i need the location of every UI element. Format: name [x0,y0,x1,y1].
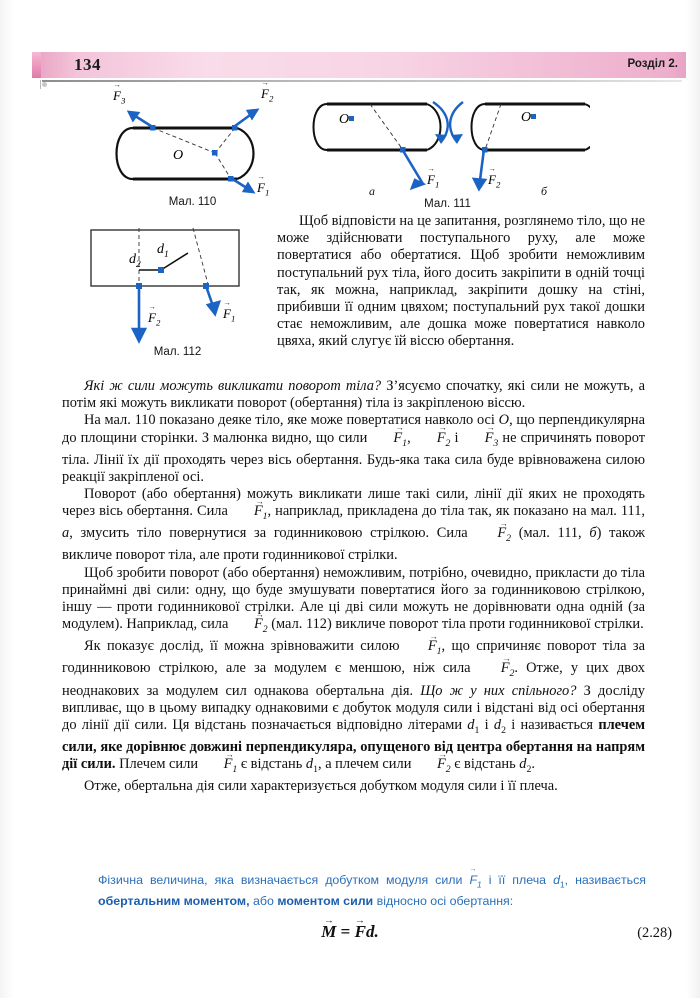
figure-111a-label-f1: $F \to_1$ [427,172,439,190]
p3-f3: F → [463,430,494,447]
formula-arm-symbol: d. [365,922,379,941]
formula-moment-symbol: M → [321,922,336,942]
p4-e: ) також викличе поворот тіла, але проти годинникової стрілки. [62,525,645,564]
p4-c: , змусить тіло повернутися за годинниковою стрілкою. Сила [69,525,476,542]
p3-a: На мал. 110 показано деяке тіло, яке може повертатися навколо осі [84,412,499,429]
paragraph-2 [62,378,645,412]
paragraph-1: Щоб відповісти на це запитання, розглянемо тіло, що не може здійснювати поступального руху, але може повертатися або обертатися. Щоб зробити неможливим поступальний рух тіла, його досить закріпити в одній точці так, як можна, наприклад, закріпити дошку на стіні, прибивши її одним цвяхом; поступальний рух такої дошки стає неможливим, але дошка може повертатися навколо цвяха, який слугує їй віссю обертання. [277,213,645,350]
paragraph-2-question: Які ж сили можуть викликати поворот тіла? [84,378,382,394]
paragraph-7: Отже, обертальна дія сили характеризується добутком модуля сили і її плеча. [84,778,558,795]
definition-a: Фізична величина, яка визначається добутком модуля сили [98,873,470,887]
figure-111-graphic [305,88,590,198]
p4-f2: F → [475,525,506,542]
paragraph-6: Як показує дослід, її можна зрівноважити силою $F \to_1$, що спричиняє поворот тіла за годинниковою стрілкою, але за модулем є меншою, ніж сила $F \to_2$. Отже, у цих двох неоднакових за модулем сил однакова обертальна дія. Що ж у них спільного? З досліду випливає, що в цьому випадку однаковими є добуток модуля сили і відстані від осі обертання до лінії дії сили. Ця відстань позначається відповідно літерами $d_1$ і $d_2$ і називається плечем сили, яке дорівнює довжині перпендикуляра, опущеного від центра обертання на напрям дії сили. Плечем сили $F \to_1$ є відстань $d_1$, а плечем сили $F \to_2$ є відстань $d_2$. [62,638,645,778]
p3-e: не спричинять поворот тіла. Лінії їх дії проходять через вісь обертання. Будь-яка така сила буде врівноважена силою реакції закріпленої осі. [62,429,645,485]
figure-111b-label-o: O [521,110,532,125]
definition-force-symbol: F → [469,872,477,889]
figure-110-label-f3: $F \to_3$ [113,88,125,106]
p6-question: Що ж у них спільного? [420,682,577,699]
corner-ornament-icon [40,80,50,89]
paragraph-4: Поворот (або обертання) можуть викликати лише такі сили, лінії дії яких не проходять через вісь обертання. Сила $F \to_1$, наприклад, прикладена до тіла так, як показано на мал. 111, а, змусить тіло повернутися за годинниковою стрілкою. Сила $F \to_2$ (мал. 111, б) також викличе поворот тіла, але проти годинникової стрілки. [62,486,645,565]
body-column-wrapped [277,213,645,351]
body-column-full [62,378,645,795]
p6-f2b: F → [415,756,446,773]
figure-112-label-d2: $d_2$ [129,252,141,270]
figure-110-label-o: O [173,148,184,163]
p4-panel-a: а [62,525,70,542]
page-number: 134 [74,55,101,74]
paragraph-5: Щоб зробити поворот (або обертання) неможливим, потрібно, очевидно, прикласти до тіла принаймні дві сили: одну, що буде змушувати повертатися його за годинниковою стрілкою, іншу — проти годинникової стрілки. Але ці дві сили можуть не дорівнювати одна одній (за модулем). Наприклад, сила $F \to_2$ (мал. 112) викличе поворот тіла проти годинникової стрілки. [62,565,645,639]
p4-panel-b: б [589,525,597,542]
p3-f2: F → [415,430,446,447]
p4-f1: F → [232,503,263,520]
p6-f1b: F → [202,756,233,773]
p6-a: Як показує дослід, її можна зрівноважити силою [84,638,406,655]
figure-112-graphic [85,226,270,346]
definition-tail: відносно осі обертання: [373,893,514,908]
paragraph-2-rest: З’ясуємо спочатку, які сили не можуть, а потім які можуть викликати поворот (обертання) тіла із закріпленою віссю. [62,378,645,412]
definition-block: Фізична величина, яка визначається добутком модуля сили $F \to_1$ і її плеча $d_1$, називається обертальним моментом, або моментом сили відносно осі обертання: [98,872,646,909]
p5-a: Щоб зробити поворот (або обертання) неможливим, потрібно, очевидно, прикласти до тіла принаймні дві сили: одну, що буде змушувати повертатися його за годинниковою стрілкою, іншу — проти годинникової стрілки. Але ці дві сили можуть не дорівнювати одна одній (за модулем). Наприклад, сила [62,564,645,633]
p6-d1b: d [305,756,314,773]
figure-111-caption: Мал. 111 [424,198,471,210]
figure-112 [85,226,270,356]
p6-definition-bold: плечем сили, яке дорівнює довжині перпендикуляра, опущеного від центра обертання на напрям дії сили. [62,716,646,773]
formula-number: (2.28) [637,925,672,941]
header-band [38,52,686,78]
figure-111-sublabel-b: б [541,184,548,198]
figure-110 [85,88,300,213]
p6-d2: d [493,716,502,733]
chapter-label: Розділ 2. [627,58,678,70]
figure-110-caption: Мал. 110 [168,196,217,208]
p3-axis-o: O [498,412,510,429]
figure-111-sublabel-a: а [369,184,375,198]
definition-term-2: моментом сили [277,893,374,908]
figure-112-label-f2: $F \to_2$ [148,310,160,328]
p5-f2: F → [232,616,263,633]
figure-112-caption: Мал. 112 [153,346,202,358]
figure-111 [305,88,590,213]
paragraph-3: На мал. 110 показано деяке тіло, яке може повертатися навколо осі O, що перпендикулярна до площини сторінки. З малюнка видно, що сили $F \to_1$, $F \to_2$ і $F \to_3$ не спричинять поворот тіла. Лінії їх дії проходять через вісь обертання. Будь-яка така сила буде врівноважена силою реакції закріпленої осі. [62,412,645,486]
p6-b: , що спричиняє поворот тіла за годинниковою стрілкою, але за модулем є меншою, ніж сила [62,638,645,677]
p6-f1: F → [406,638,437,655]
p6-f2: F → [479,660,510,677]
p3-b: , що перпендикулярна до площини сторінки. З малюнка видно, що сили [62,412,645,446]
definition-term-1: обертальним моментом, [98,893,250,908]
p6-c: . Отже, у цих двох неоднакових за модулем сил однакова обертальна дія. [62,660,645,699]
figure-111a-label-o: O [339,112,350,127]
formula-force-symbol: F → [355,922,366,942]
p4-a: Поворот (або обертання) можуть викликати лише такі сили, лінії дії яких не проходять через вісь обертання. Сила [62,486,645,520]
formula-2-28: M → = F →d. [0,922,700,942]
figure-112-label-f1: $F \to_1$ [223,306,235,324]
figure-110-label-f2: $F \to_2$ [261,86,273,104]
figure-111b-label-f2: $F \to_2$ [488,172,500,190]
p6-d1: d [467,716,475,733]
p3-f1: F → [371,430,402,447]
definition-arm-symbol: d [553,873,560,887]
p6-d: З досліду випливає, що в цьому випадку однаковими є добуток модуля сили і відстані від осі обертання до лінії дії сили. Ця відстань позначається відповідно літерами [62,682,645,733]
figure-110-label-f1: $F \to_1$ [257,180,269,198]
figure-112-label-d1: $d_1$ [157,242,169,260]
p5-b: (мал. 112) викличе поворот тіла проти годинникової стрілки. [267,616,644,633]
p4-b: , наприклад, прикладена до тіла так, як показано на мал. 111, [267,503,645,520]
p6-d2b: d [519,756,527,773]
header-divider [42,80,682,82]
